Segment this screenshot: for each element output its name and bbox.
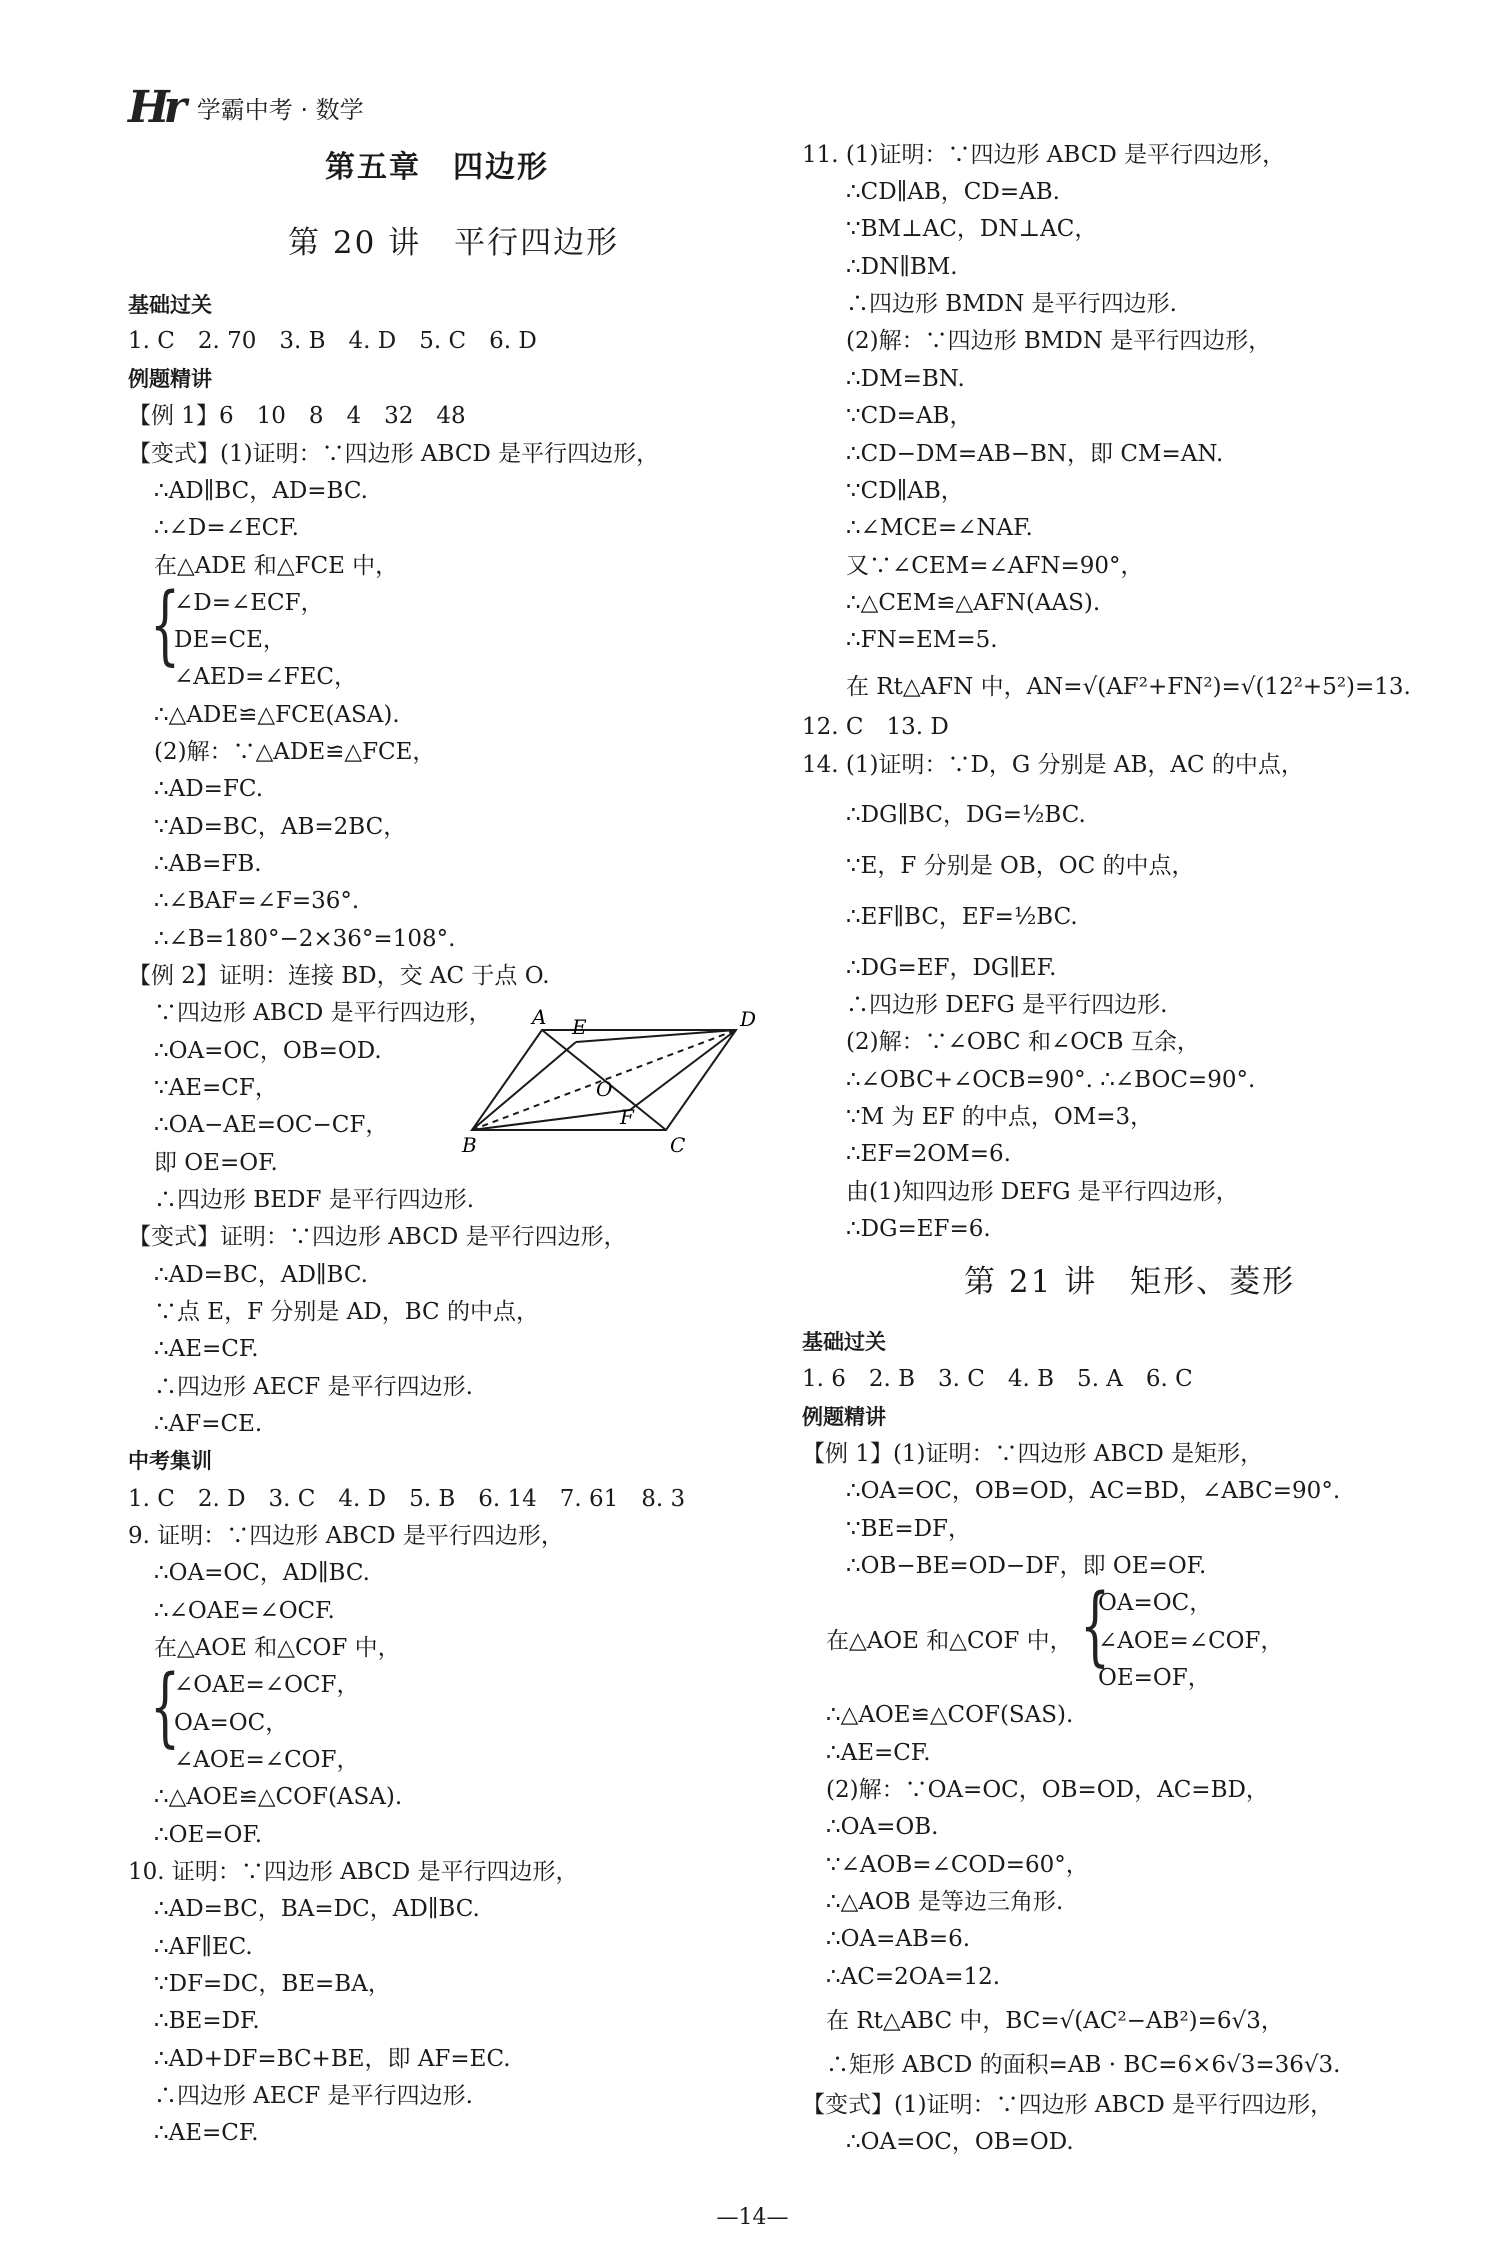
question-9-line: 在△AOE 和△COF 中， [154, 1635, 401, 1661]
example-2-line: ∴OA−AE=OC−CF， [154, 1112, 389, 1138]
variant-2-line: 【变式】证明：∵四边形 ABCD 是平行四边形， [128, 1224, 627, 1250]
question-14-line: ∴EF∥BC，EF=½BC. [846, 904, 1078, 930]
variant-1-line: ∠D=∠ECF， [174, 590, 324, 616]
example-1-line: OA=OC， [1098, 1590, 1213, 1616]
question-14-line: ∴DG∥BC，DG=½BC. [846, 802, 1086, 828]
variant-line: 【变式】(1)证明：∵四边形 ABCD 是平行四边形， [802, 2092, 1334, 2118]
section-examples: 例题精讲 [128, 367, 212, 391]
question-9-line: 9. 证明：∵四边形 ABCD 是平行四边形， [128, 1523, 564, 1549]
variant-2-line: ∴AF=CE. [154, 1411, 263, 1437]
variant-1-line: ∴∠B=180°−2×36°=108°. [154, 926, 456, 952]
page-number: —14— [716, 2205, 789, 2230]
question-10-line: 10. 证明：∵四边形 ABCD 是平行四边形， [128, 1859, 579, 1885]
section-basic: 基础过关 [802, 1330, 886, 1354]
question-9-line: ∠AOE=∠COF， [174, 1747, 360, 1773]
variant-2-line: ∴AD=BC，AD∥BC. [154, 1262, 368, 1288]
question-11-line: ∵CD=AB， [846, 403, 973, 429]
variant-1-line: ∠AED=∠FEC， [174, 664, 358, 690]
question-10-line: ∴BE=DF. [154, 2008, 260, 2034]
example-1-line: ∵BE=DF， [846, 1516, 971, 1542]
label-e: E [572, 1015, 587, 1039]
question-14-line: ∴DG=EF=6. [846, 1216, 991, 1242]
variant-2-line: ∴AE=CF. [154, 1336, 259, 1362]
question-11-line: ∴FN=EM=5. [846, 627, 998, 653]
variant-1-line: ∵AD=BC，AB=2BC， [154, 814, 407, 840]
label-c: C [670, 1133, 686, 1157]
example-1-line: ∴OA=AB=6. [826, 1926, 971, 1952]
variant-2-line: ∵点 E，F 分别是 AD，BC 的中点， [154, 1299, 539, 1325]
system-brace: { [150, 1657, 181, 1757]
example-2-line: ∵四边形 ABCD 是平行四边形， [154, 1000, 492, 1026]
answers-12-13: 12. C 13. D [802, 714, 949, 740]
question-10-line: ∴四边形 AECF 是平行四边形. [154, 2083, 473, 2109]
variant-1-line: ∴AD∥BC，AD=BC. [154, 478, 368, 504]
question-9-line: OA=OC， [174, 1710, 289, 1736]
example-2-line: ∴四边形 BEDF 是平行四边形. [154, 1187, 475, 1213]
variant-1-line: ∴AB=FB. [154, 851, 262, 877]
variant-1-line: ∴∠D=∠ECF. [154, 515, 299, 541]
basic-answers: 1. C 2. 70 3. B 4. D 5. C 6. D [128, 328, 537, 354]
example-1-line: ∴OB−BE=OD−DF，即 OE=OF. [846, 1553, 1207, 1579]
example-1-line: ∴△AOB 是等边三角形. [826, 1889, 1064, 1915]
question-11-line: 在 Rt△AFN 中，AN=√(AF²+FN²)=√(12²+5²)=13. [846, 674, 1411, 700]
question-9-line: ∴△AOE≌△COF(ASA). [154, 1784, 403, 1810]
question-9-line: ∴OE=OF. [154, 1822, 263, 1848]
example-1-line: (2)解：∵OA=OC，OB=OD，AC=BD， [826, 1777, 1269, 1803]
example-1-line: 在△AOE 和△COF 中， [826, 1628, 1073, 1654]
lecture-21-title: 第 21 讲 矩形、菱形 [964, 1264, 1296, 1300]
variant-1-line: DE=CE， [174, 627, 286, 653]
section-basic: 基础过关 [128, 293, 212, 317]
question-14-line: ∴∠OBC+∠OCB=90°. ∴∠BOC=90°. [846, 1067, 1256, 1093]
question-11-line: ∴CD−DM=AB−BN，即 CM=AN. [846, 441, 1224, 467]
segment-fd [630, 1030, 736, 1110]
question-14-line: 14. (1)证明：∵D，G 分别是 AB，AC 的中点， [802, 752, 1304, 778]
question-9-line: ∴OA=OC，AD∥BC. [154, 1560, 370, 1586]
label-d: D [740, 1007, 757, 1031]
question-10-line: ∴AD=BC，BA=DC，AD∥BC. [154, 1896, 480, 1922]
question-14-line: ∵E，F 分别是 OB，OC 的中点， [846, 853, 1195, 879]
question-11-line: ∵BM⊥AC，DN⊥AC， [846, 216, 1098, 242]
question-10-line: ∴AD+DF=BC+BE，即 AF=EC. [154, 2046, 511, 2072]
question-14-line: 由(1)知四边形 DEFG 是平行四边形， [846, 1179, 1239, 1205]
header-title: 学霸中考 · 数学 [196, 96, 364, 124]
question-11-line: (2)解：∵四边形 BMDN 是平行四边形， [846, 328, 1272, 354]
brand-logo: Hr [128, 82, 181, 133]
question-11-line: ∴CD∥AB，CD=AB. [846, 179, 1060, 205]
system-brace: { [1080, 1576, 1111, 1676]
variant-2-line: ∴四边形 AECF 是平行四边形. [154, 1374, 473, 1400]
segment-ed [576, 1030, 736, 1042]
section-exam-training: 中考集训 [128, 1449, 212, 1473]
question-10-line: ∵DF=DC，BE=BA， [154, 1971, 391, 1997]
example-1-line: 在 Rt△ABC 中，BC=√(AC²−AB²)=6√3， [826, 2008, 1284, 2034]
question-9-line: ∠OAE=∠OCF， [174, 1672, 360, 1698]
label-a: A [532, 1005, 547, 1029]
question-11-line: 11. (1)证明：∵四边形 ABCD 是平行四边形， [802, 142, 1286, 168]
page-header [128, 82, 364, 133]
question-11-line: ∵CD∥AB， [846, 478, 964, 504]
example-2-line: 【例 2】证明：连接 BD，交 AC 于点 O. [128, 963, 550, 989]
label-o: O [596, 1077, 613, 1101]
chapter-title: 第五章 四边形 [325, 150, 549, 185]
variant-1-line: 在△ADE 和△FCE 中， [154, 553, 399, 579]
example-1-line: ∴AC=2OA=12. [826, 1964, 1001, 1990]
question-10-line: ∴AE=CF. [154, 2120, 259, 2146]
example-2-line: 即 OE=OF. [154, 1150, 278, 1176]
variant-1-line: 【变式】(1)证明：∵四边形 ABCD 是平行四边形， [128, 441, 660, 467]
example-1-line: ∴OA=OC，OB=OD，AC=BD，∠ABC=90°. [846, 1478, 1341, 1504]
example-1-line: ∴OA=OB. [826, 1814, 939, 1840]
example-1-line: ∵∠AOB=∠COD=60°， [826, 1852, 1089, 1878]
example-1-line: ∴矩形 ABCD 的面积=AB · BC=6×6√3=36√3. [826, 2052, 1341, 2078]
question-10-line: ∴AF∥EC. [154, 1934, 253, 1960]
question-14-line: ∴四边形 DEFG 是平行四边形. [846, 992, 1168, 1018]
question-9-line: ∴∠OAE=∠OCF. [154, 1598, 335, 1624]
system-brace: { [150, 575, 181, 675]
variant-1-line: ∴AD=FC. [154, 776, 264, 802]
variant-1-line: ∴∠BAF=∠F=36°. [154, 888, 360, 914]
parallelogram-figure [460, 1000, 760, 1160]
variant-1-line: ∴△ADE≌△FCE(ASA). [154, 702, 400, 728]
example-1-line: ∴△AOE≌△COF(SAS). [826, 1702, 1074, 1728]
lecture-20-title: 第 20 讲 平行四边形 [288, 225, 620, 261]
label-f: F [620, 1105, 634, 1129]
example-1-line: OE=OF， [1098, 1665, 1211, 1691]
variant-1-line: (2)解：∵△ADE≌△FCE， [154, 739, 436, 765]
question-14-line: ∴EF=2OM=6. [846, 1141, 1011, 1167]
label-b: B [462, 1133, 477, 1157]
question-14-line: (2)解：∵∠OBC 和∠OCB 互余， [846, 1029, 1200, 1055]
exam-answers: 1. C 2. D 3. C 4. D 5. B 6. 14 7. 61 8. 3 [128, 1486, 686, 1512]
question-11-line: ∴∠MCE=∠NAF. [846, 515, 1033, 541]
variant-line: ∴OA=OC，OB=OD. [846, 2129, 1074, 2155]
example-1-line: ∴AE=CF. [826, 1740, 931, 1766]
question-11-line: ∴DM=BN. [846, 366, 965, 392]
question-14-line: ∵M 为 EF 的中点，OM=3， [846, 1104, 1154, 1130]
section-examples: 例题精讲 [802, 1405, 886, 1429]
example-1-answers: 【例 1】6 10 8 4 32 48 [128, 403, 466, 429]
question-11-line: ∴DN∥BM. [846, 254, 958, 280]
example-1-line: 【例 1】(1)证明：∵四边形 ABCD 是矩形， [802, 1441, 1264, 1467]
example-2-line: ∴OA=OC，OB=OD. [154, 1038, 382, 1064]
example-1-line: ∠AOE=∠COF， [1098, 1628, 1284, 1654]
basic-answers: 1. 6 2. B 3. C 4. B 5. A 6. C [802, 1366, 1193, 1392]
question-14-line: ∴DG=EF，DG∥EF. [846, 955, 1057, 981]
question-11-line: ∴四边形 BMDN 是平行四边形. [846, 291, 1177, 317]
question-11-line: ∴△CEM≌△AFN(AAS). [846, 590, 1101, 616]
example-2-line: ∵AE=CF， [154, 1075, 278, 1101]
question-11-line: 又∵∠CEM=∠AFN=90°， [846, 553, 1144, 579]
